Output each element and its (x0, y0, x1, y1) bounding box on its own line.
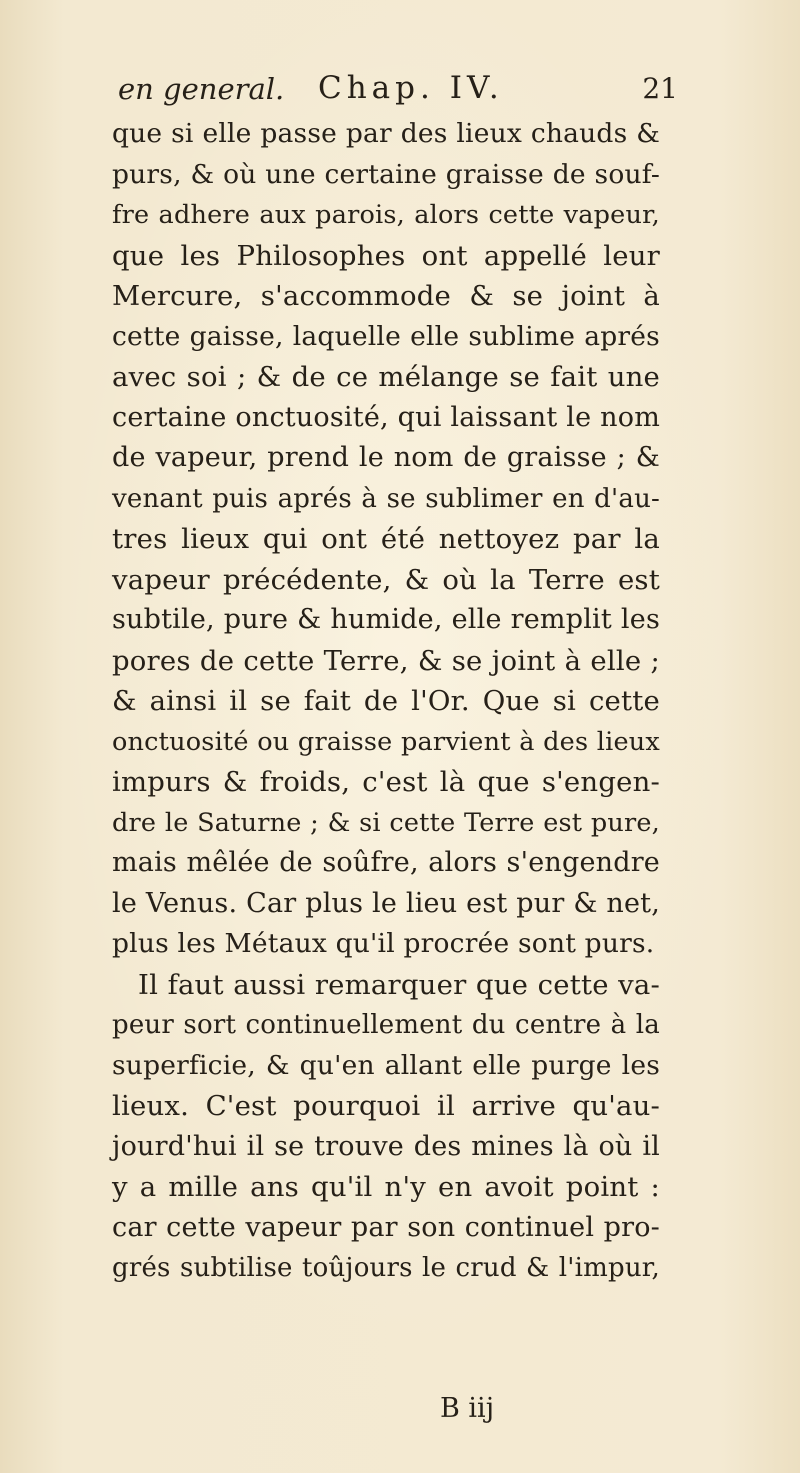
text-line: Mercure, s'accommode & se joint à (112, 280, 660, 312)
text-line: onctuosité ou graisse parvient à des lieux (112, 726, 660, 757)
text-line: le Venus. Car plus le lieu est pur & net, (112, 887, 660, 919)
signature-mark: B iij (440, 1393, 495, 1424)
text-line: que les Philosophes ont appellé leur (112, 239, 660, 272)
text-line: car cette vapeur par son continuel pro- (112, 1211, 660, 1243)
text-line: y a mille ans qu'il n'y en avoit point : (112, 1171, 660, 1203)
text-line: jourd'hui il se trouve des mines là où il (112, 1130, 660, 1162)
text-line: dre le Saturne ; & si cette Terre est pure, (112, 807, 660, 838)
page-header (118, 70, 678, 114)
text-line: peur sort continuellement du centre à la (112, 1010, 660, 1040)
text-line: purs, & où une certaine graisse de souf- (112, 158, 660, 190)
text-line: vapeur précédente, & où la Terre est (112, 563, 660, 596)
text-line: fre adhere aux parois, alors cette vapeur, (112, 200, 660, 230)
running-title: en general. (118, 72, 285, 106)
body-text (112, 114, 660, 1289)
text-line: cette gaisse, laquelle elle sublime aprés (112, 320, 660, 352)
text-line: superficie, & qu'en allant elle purge les (112, 1049, 660, 1081)
text-line: pores de cette Terre, & se joint à elle ; (112, 644, 660, 677)
text-line: impurs & froids, c'est là que s'engen- (112, 766, 660, 798)
text-line: que si elle passe par des lieux chauds & (112, 118, 660, 149)
text-line: mais mêlée de soûfre, alors s'engendre (112, 847, 660, 878)
text-line: subtile, pure & humide, elle remplit les (112, 604, 660, 635)
text-line: tres lieux qui ont été nettoyez par la (112, 523, 660, 555)
text-line: plus les Métaux qu'il procrée sont purs. (112, 928, 655, 959)
text-line: grés subtilise toûjours le crud & l'impur, (112, 1253, 660, 1283)
text-line: venant puis aprés à se sublimer en d'au- (112, 483, 660, 514)
text-line: certaine onctuosité, qui laissant le nom (112, 401, 660, 433)
text-line: & ainsi il se fait de l'Or. Que si cette (112, 685, 660, 717)
text-line: avec soi ; & de ce mélange se fait une (112, 361, 660, 393)
text-line: de vapeur, prend le nom de graisse ; & (112, 442, 660, 473)
text-line: Il faut aussi remarquer que cette va- (138, 968, 660, 1001)
chapter-heading: Chap. IV. (318, 70, 504, 106)
text-line: lieux. C'est pourquoi il arrive qu'au- (112, 1090, 660, 1122)
page-number: 21 (642, 72, 678, 105)
